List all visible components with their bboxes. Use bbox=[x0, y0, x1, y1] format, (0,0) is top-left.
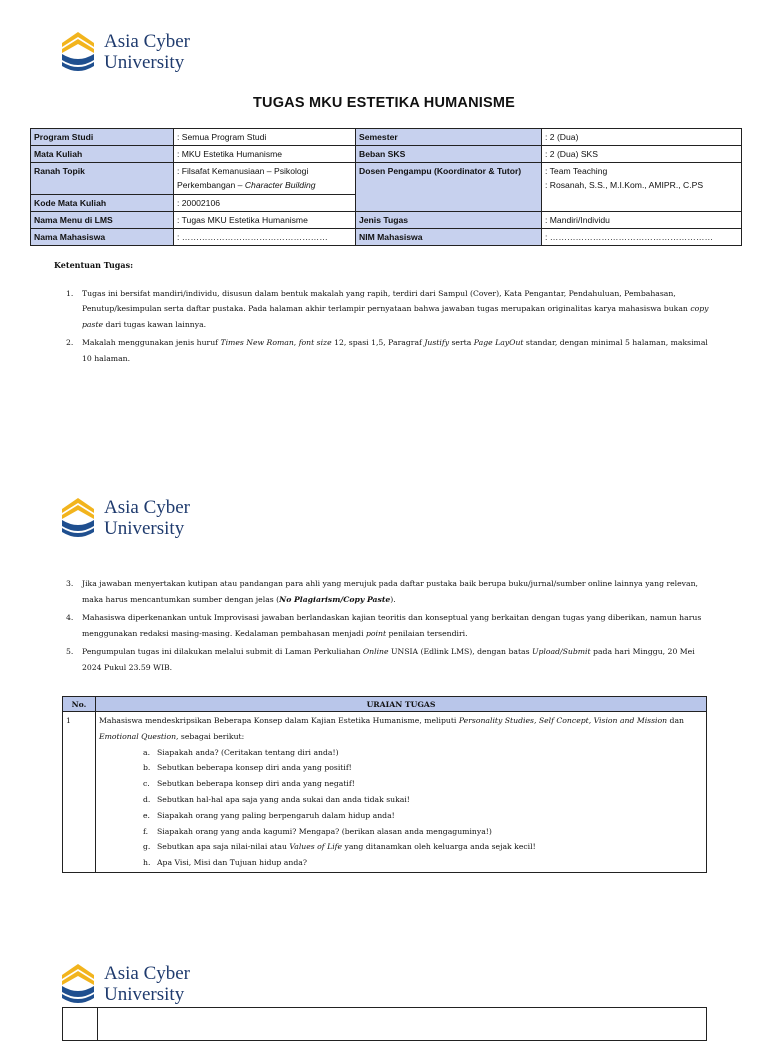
header-uraian: URAIAN TUGAS bbox=[96, 697, 707, 712]
logo-line1: Asia Cyber bbox=[104, 31, 191, 52]
value-mata-kuliah: : MKU Estetika Humanisme bbox=[174, 146, 356, 163]
value-dosen: : Team Teaching : Rosanah, S.S., M.I.Kom., AMIPR., C.PS bbox=[542, 163, 742, 212]
university-logo bbox=[58, 30, 190, 74]
label-program-studi: Program Studi bbox=[31, 129, 174, 146]
label-kode-mk: Kode Mata Kuliah bbox=[31, 195, 174, 212]
list-item: f. Siapakah orang yang anda kagumi? Mengapa? (berikan alasan anda mengaguminya!) bbox=[143, 826, 492, 836]
list-item: 3. Jika jawaban menyertakan kutipan atau pandangan para ahli yang merujuk pada daftar pustaka baik berupa buku/jurnal/sumber online lainnya yang relevan, maka harus mencantumkan sumber dengan jelas (No Plagiarism/Copy Paste). bbox=[66, 579, 699, 604]
value-beban-sks: : 2 (Dua) SKS bbox=[542, 146, 742, 163]
list-item: a. Siapakah anda? (Ceritakan tentang diri anda!) bbox=[143, 747, 339, 757]
label-mata-kuliah: Mata Kuliah bbox=[31, 146, 174, 163]
acu-shield-logo-icon bbox=[58, 30, 98, 74]
course-info-table bbox=[30, 128, 742, 246]
label-beban-sks: Beban SKS bbox=[356, 146, 542, 163]
empty-cell bbox=[63, 1008, 98, 1041]
header-no: No. bbox=[63, 697, 96, 712]
table-row bbox=[63, 712, 707, 873]
list-item: 5. Pengumpulan tugas ini dilakukan melalui submit di Laman Perkuliahan Online UNSIA (Edlink LMS), dengan batas Upload/Submit pada hari Minggu, 20 Mei 2024 Pukul 23.59 WIB. bbox=[66, 647, 695, 672]
continuation-table bbox=[62, 1007, 707, 1041]
value-program-studi: : Semua Program Studi bbox=[174, 129, 356, 146]
label-nama-mahasiswa: Nama Mahasiswa bbox=[31, 229, 174, 246]
label-semester: Semester bbox=[356, 129, 542, 146]
label-menu-lms: Nama Menu di LMS bbox=[31, 212, 174, 229]
list-item: d. Sebutkan hal-hal apa saja yang anda sukai dan anda tidak sukai! bbox=[143, 794, 410, 804]
uraian-tugas-table bbox=[62, 696, 707, 873]
value-kode-mk: : 20002106 bbox=[174, 195, 356, 212]
row-number: 1 bbox=[63, 712, 96, 873]
list-item: g. Sebutkan apa saja nilai-nilai atau Values of Life yang ditanamkan oleh keluarga anda sejak kecil! bbox=[143, 842, 536, 852]
list-item: 1. Tugas ini bersifat mandiri/individu, disusun dalam bentuk makalah yang rapih, terdiri dari Sampul (Cover), Kata Pengantar, Pendahuluan, Pembahasan, Penutup/kesimpulan serta daftar pustaka. Pada halaman akhir terlampir pernyataan bahwa jawaban tugas merupakan originalitas karya mahasiswa bukan copy paste dari tugas kawan lainnya. bbox=[66, 288, 709, 329]
label-jenis-tugas: Jenis Tugas bbox=[356, 212, 542, 229]
empty-cell bbox=[98, 1008, 707, 1041]
list-item: b. Sebutkan beberapa konsep diri anda yang positif! bbox=[143, 763, 352, 773]
list-item: h. Apa Visi, Misi dan Tujuan hidup anda? bbox=[143, 858, 307, 868]
value-nim-mahasiswa: : ………………………………………………… bbox=[542, 229, 742, 246]
acu-shield-logo-icon bbox=[58, 496, 98, 540]
university-logo-page2: Asia Cyber University bbox=[58, 496, 190, 540]
university-logo-page3: Asia Cyber University bbox=[58, 962, 190, 1006]
acu-shield-logo-icon bbox=[58, 962, 98, 1006]
list-item: 2. Makalah menggunakan jenis huruf Times New Roman, font size 12, spasi 1,5, Paragraf Justify serta Page LayOut standar, dengan minimal 5 halaman, maksimal 10 halaman. bbox=[66, 338, 708, 363]
label-ranah-topik: Ranah Topik bbox=[31, 163, 174, 195]
logo-line2: University bbox=[104, 52, 185, 73]
ketentuan-continued bbox=[54, 576, 714, 678]
value-menu-lms: : Tugas MKU Estetika Humanisme bbox=[174, 212, 356, 229]
label-dosen: Dosen Pengampu (Koordinator & Tutor) bbox=[356, 163, 542, 212]
value-jenis-tugas: : Mandiri/Individu bbox=[542, 212, 742, 229]
list-item: c. Sebutkan beberapa konsep diri anda yang negatif! bbox=[143, 779, 355, 789]
row-content: Mahasiswa mendeskripsikan Beberapa Konsep dalam Kajian Estetika Humanisme, meliputi Personality Studies, Self Concept, Vision and Mission dan Emotional Question, sebagai berikut: a. Siapakah anda? (Ceritakan tentang diri anda!) b. Sebutkan beberapa konsep diri anda yang positif! c. Sebutkan beberapa konsep diri anda yang negatif! d. Sebutkan hal-hal apa saja yang anda sukai dan anda tidak sukai! e. Siapakah orang yang paling berpengaruh dalam hidup anda! f. Siapakah orang yang anda kagumi? Mengapa? (berikan alasan anda mengaguminya!) g. Sebutkan apa saja nilai-nilai atau Values of Life yang ditanamkan oleh keluarga anda sejak kecil! h. Apa Visi, Misi dan Tujuan hidup anda? bbox=[96, 712, 707, 873]
list-item: 4. Mahasiswa diperkenankan untuk Improvisasi jawaban berlandaskan kajian teoritis dan konseptual yang berkaitan dengan tugas yang diberikan, namun harus menggunakan redaksi masing-masing. Kedalaman pembahasan menjadi point penilaian tersendiri. bbox=[66, 613, 702, 638]
label-nim-mahasiswa: NIM Mahasiswa bbox=[356, 229, 542, 246]
ketentuan-section bbox=[54, 258, 714, 369]
ketentuan-heading: Ketentuan Tugas: bbox=[54, 260, 134, 270]
value-semester: : 2 (Dua) bbox=[542, 129, 742, 146]
list-item: e. Siapakah orang yang paling berpengaruh dalam hidup anda! bbox=[143, 810, 395, 820]
value-nama-mahasiswa: : …………………………………………… bbox=[174, 229, 356, 246]
page-title: TUGAS MKU ESTETIKA HUMANISME bbox=[252, 95, 516, 111]
value-ranah-topik: : Filsafat Kemanusiaan – Psikologi Perkembangan – Character Building bbox=[174, 163, 356, 195]
